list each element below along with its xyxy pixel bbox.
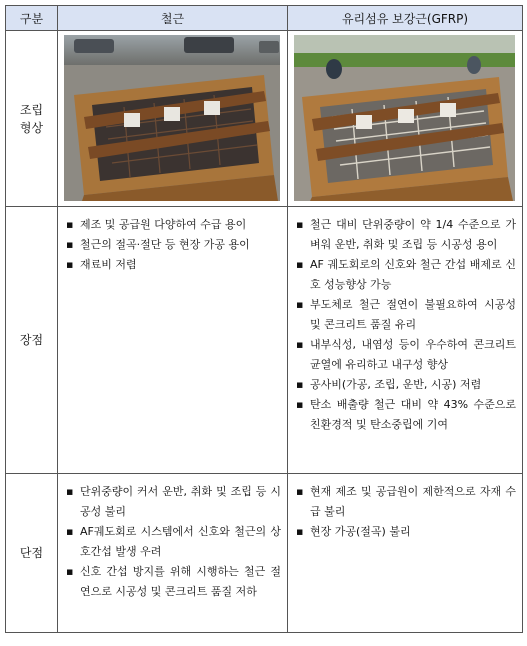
- header-steel: 철근: [58, 6, 288, 31]
- steel-disadvantages-list: [60, 482, 281, 602]
- steel-disadvantages-cell: [58, 474, 288, 633]
- gfrp-advantages-list: [290, 215, 516, 435]
- header-gfrp: 유리섬유 보강근(GFRP): [288, 6, 523, 31]
- steel-advantages-list: [60, 215, 281, 275]
- list-item: ▪ 신호 간섭 방지를 위해 시행하는 철근 절연으로 시공성 및 콘크리트 품질 저하: [60, 562, 281, 602]
- list-item: ▪ 현재 제조 및 공급원이 제한적으로 자재 수급 불리: [290, 482, 516, 522]
- advantages-row: [6, 207, 523, 474]
- list-item: ▪ 내부식성, 내염성 등이 우수하여 콘크리트 균열에 유리하고 내구성 향상: [290, 335, 516, 375]
- disadvantages-row: [6, 474, 523, 633]
- list-item: ▪ 제조 및 공급원 다양하여 수급 용이: [60, 215, 281, 235]
- gfrp-photo-cell: [288, 31, 523, 207]
- assembly-label-line1: 조립: [19, 102, 44, 117]
- list-item: ▪ 공사비(가공, 조립, 운반, 시공) 저렴: [290, 375, 516, 395]
- list-item: ▪ 철근 대비 단위중량이 약 1/4 수준으로 가벼워 운반, 취화 및 조립 등 시공성 용이: [290, 215, 516, 255]
- header-category: 구분: [6, 6, 58, 31]
- advantages-label: 장점: [6, 207, 58, 474]
- assembly-row: [6, 31, 523, 207]
- list-item: ▪ 재료비 저렴: [60, 255, 281, 275]
- gfrp-disadvantages-cell: [288, 474, 523, 633]
- assembly-label-line2: 형상: [19, 120, 44, 135]
- list-item: ▪ AF궤도회로 시스템에서 신호와 철근의 상호간섭 발생 우려: [60, 522, 281, 562]
- gfrp-advantages-cell: [288, 207, 523, 474]
- gfrp-assembly-photo: [294, 35, 516, 201]
- list-item: ▪ 단위중량이 커서 운반, 취화 및 조립 등 시공성 불리: [60, 482, 281, 522]
- list-item: ▪ 현장 가공(절곡) 불리: [290, 522, 516, 542]
- steel-assembly-photo: [64, 35, 281, 201]
- list-item: ▪ 부도체로 철근 절연이 불필요하여 시공성 및 콘크리트 품질 유리: [290, 295, 516, 335]
- gfrp-disadvantages-list: [290, 482, 516, 542]
- comparison-table: [5, 5, 523, 633]
- header-row: [6, 6, 523, 31]
- list-item: ▪ AF 궤도회로의 신호와 철근 간섭 배제로 신호 성능향상 가능: [290, 255, 516, 295]
- list-item: ▪ 탄소 배출량 철근 대비 약 43% 수준으로 친환경적 및 탄소중립에 기여: [290, 395, 516, 435]
- steel-advantages-cell: [58, 207, 288, 474]
- assembly-label: [6, 31, 58, 207]
- list-item: ▪ 철근의 절곡·절단 등 현장 가공 용이: [60, 235, 281, 255]
- steel-photo-cell: [58, 31, 288, 207]
- disadvantages-label: 단점: [6, 474, 58, 633]
